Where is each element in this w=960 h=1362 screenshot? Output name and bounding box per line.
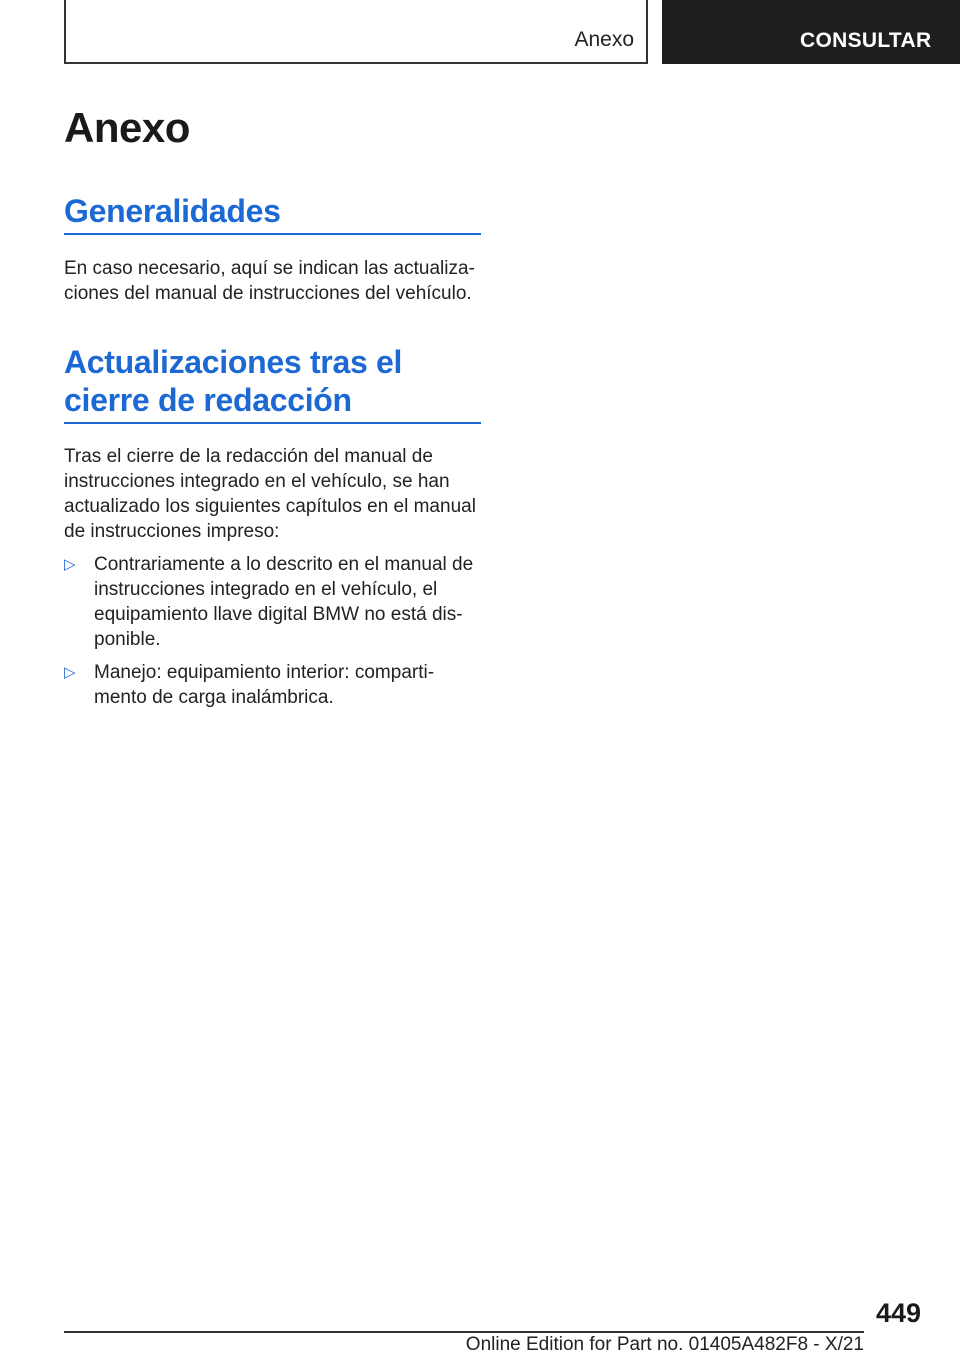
section-rule [64,422,481,424]
text-line: equipamiento llave digital BMW no está dis- [94,604,463,625]
text-line: En caso necesario, aquí se indican las actualiza- [64,258,475,279]
paragraph [64,444,481,544]
header-section-box [64,0,648,64]
text-line: de instrucciones impreso: [64,521,280,542]
heading-line: Actualizaciones tras el [64,344,403,380]
text-line: actualizado los siguientes capítulos en el manual [64,496,476,517]
text-line: Contrariamente a lo descrito en el manual de [94,554,474,575]
header-section-label: Anexo [574,28,634,51]
text-line: Tras el cierre de la redacción del manual de [64,446,433,467]
triangle-right-icon: ▷ [64,664,76,681]
section-rule [64,233,481,235]
list-item [64,660,481,710]
list-item [64,552,481,652]
page-number: 449 [876,1298,922,1328]
page-title: Anexo [64,104,190,151]
footer-rule [64,1331,864,1333]
section-heading [64,343,481,419]
section-actualizaciones [64,343,481,710]
paragraph [64,256,481,306]
text-line: ponible. [94,629,161,650]
text-line: Manejo: equipamiento interior: comparti- [94,662,435,683]
header-chapter-label: CONSULTAR [800,29,932,52]
text-line: instrucciones integrado en el vehículo, el [94,579,438,600]
triangle-right-icon: ▷ [64,556,76,573]
section-heading [64,192,481,230]
text-line: instrucciones integrado en el vehículo, se han [64,471,450,492]
bullet-list [64,552,481,710]
footer-edition: Online Edition for Part no. 01405A482F8 - X/21 [465,1334,864,1355]
section-generalidades [64,192,481,306]
heading-line: Generalidades [64,193,281,229]
header-chapter-box [662,0,960,64]
text-line: ciones del manual de instrucciones del vehículo. [64,283,472,304]
text-line: mento de carga inalámbrica. [94,687,334,708]
heading-line: cierre de redacción [64,382,352,418]
